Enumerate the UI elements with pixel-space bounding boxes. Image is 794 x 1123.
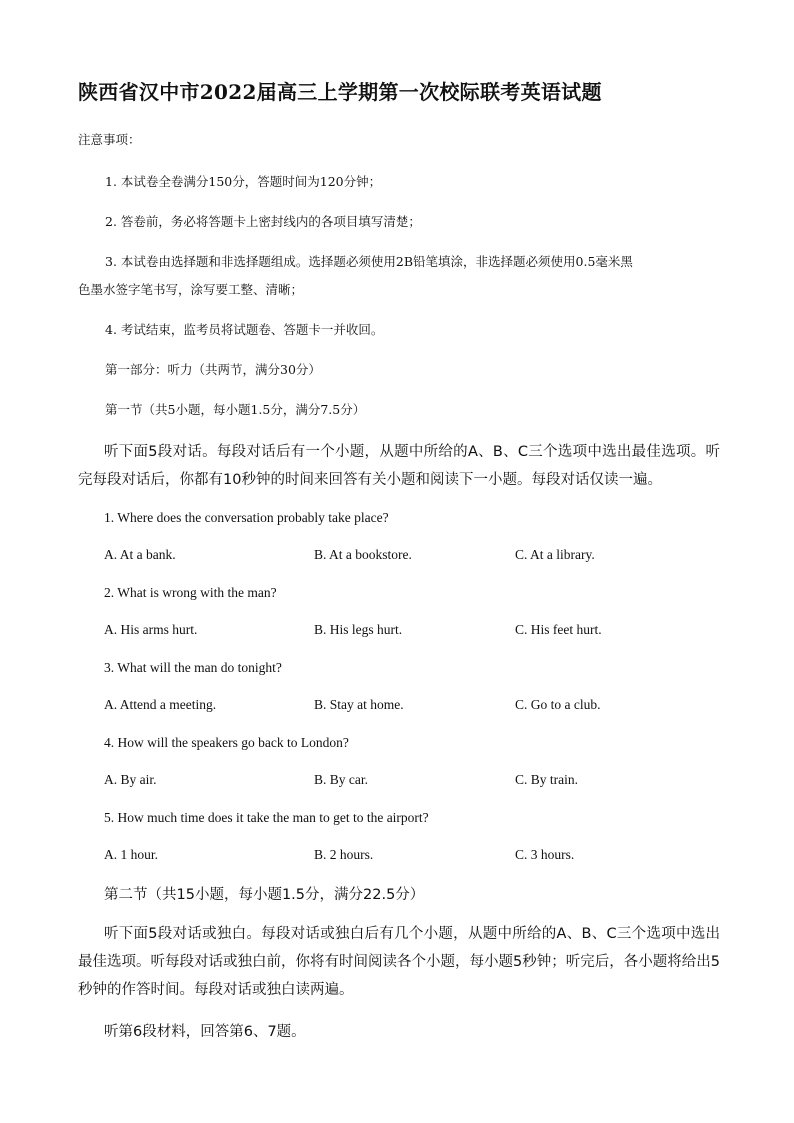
- section1-heading: 第一节（共5小题，每小题1.5分，满分7.5分）: [105, 402, 366, 417]
- note-item-3-cont: 色墨水签字笔书写，涂写要工整、清晰；: [78, 282, 304, 297]
- question-1-option-a: A. At a bank.: [104, 547, 176, 562]
- question-5-option-a: A. 1 hour.: [104, 847, 158, 862]
- question-3-option-b: B. Stay at home.: [314, 697, 404, 712]
- question-2-option-a: A. His arms hurt.: [104, 622, 198, 637]
- question-3-stem: 3. What will the man do tonight?: [104, 660, 282, 675]
- note-item-4: 4. 考试结束，监考员将试题卷、答题卡一并收回。: [105, 322, 384, 337]
- listen-6-instruction: 听第6段材料，回答第6、7题。: [104, 1024, 306, 1040]
- question-5-option-b: B. 2 hours.: [314, 847, 374, 862]
- question-3-option-c: C. Go to a club.: [515, 697, 601, 712]
- question-4-option-a: A. By air.: [104, 772, 157, 787]
- question-5-option-c: C. 3 hours.: [515, 847, 575, 862]
- note-item-2: 2. 答卷前，务必将答题卡上密封线内的各项目填写清楚；: [105, 214, 421, 229]
- exam-title: 陕西省汉中市2022届高三上学期第一次校际联考英语试题: [78, 80, 602, 104]
- section2-instructions: 听下面5段对话或独白。每段对话或独白后有几个小题，从题中所给的A、B、C三个选项中选出最佳选项。听每段对话或独白前，你将有时间阅读各个小题，每小题5秒钟；听完后，各小题将给出5秒钟的作答时间。每段对话或独白读两遍。: [78, 926, 720, 998]
- notes-heading: 注意事项：: [78, 132, 141, 147]
- section2-heading: 第二节（共15小题，每小题1.5分，满分22.5分）: [104, 887, 425, 903]
- question-3-option-a: A. Attend a meeting.: [104, 697, 217, 712]
- question-4-option-c: C. By train.: [515, 772, 578, 787]
- question-5-stem: 5. How much time does it take the man to get to the airport?: [104, 810, 429, 825]
- note-item-1: 1. 本试卷全卷满分150分，答题时间为120分钟；: [105, 174, 382, 189]
- question-4-option-b: B. By car.: [314, 772, 368, 787]
- question-1-option-c: C. At a library.: [515, 547, 595, 562]
- question-2-option-b: B. His legs hurt.: [314, 622, 403, 637]
- question-4-stem: 4. How will the speakers go back to London?: [104, 735, 349, 750]
- part1-heading: 第一部分：听力（共两节，满分30分）: [105, 362, 321, 377]
- question-2-option-c: C. His feet hurt.: [515, 622, 602, 637]
- question-1-stem: 1. Where does the conversation probably take place?: [104, 510, 389, 525]
- section1-instructions: 听下面5段对话。每段对话后有一个小题，从题中所给的A、B、C三个选项中选出最佳选项。听完每段对话后，你都有10秒钟的时间来回答有关小题和阅读下一小题。每段对话仅读一遍。: [78, 444, 720, 488]
- question-1-option-b: B. At a bookstore.: [314, 547, 412, 562]
- question-2-stem: 2. What is wrong with the man?: [104, 585, 277, 600]
- note-item-3: 3. 本试卷由选择题和非选择题组成。选择题必须使用2B铅笔填涂，非选择题必须使用0.5毫米黑: [105, 254, 633, 269]
